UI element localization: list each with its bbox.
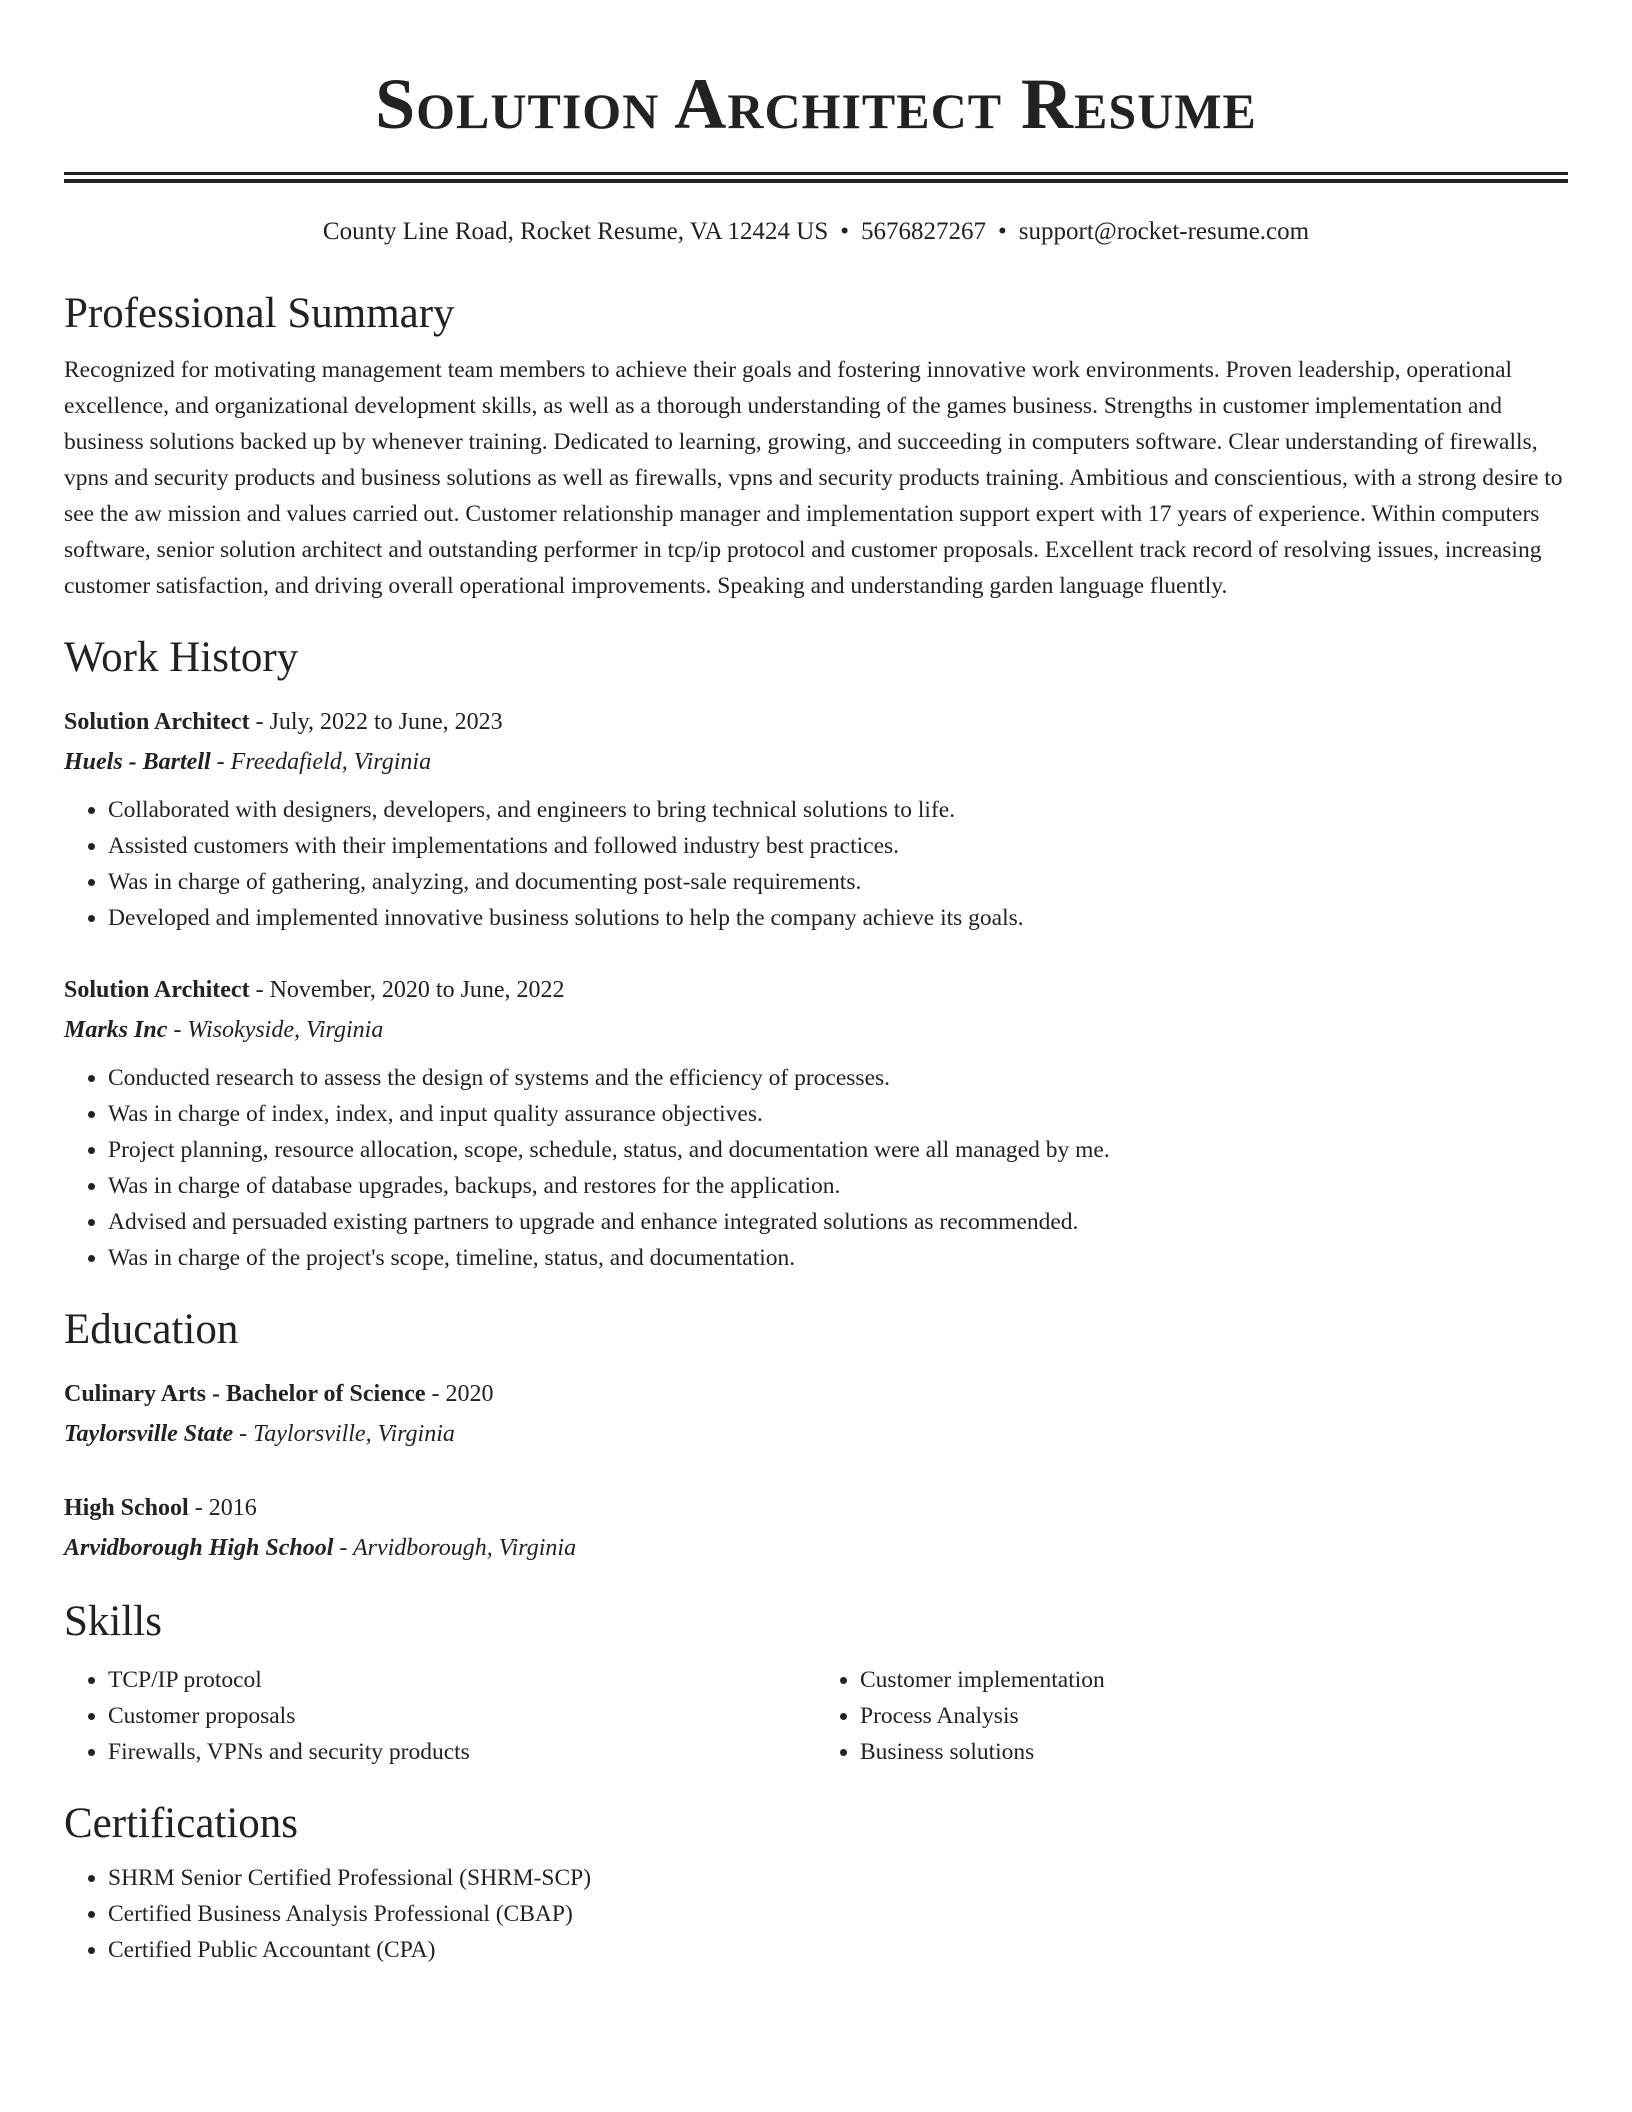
skill-item: • Process Analysis — [860, 1698, 1568, 1734]
job-title-line: Solution Architect - November, 2020 to June, 2022 — [64, 977, 565, 1003]
job-dates: July, 2022 to June, 2023 — [269, 709, 503, 735]
contact-separator: • — [840, 218, 850, 245]
list-item: • Was in charge of the project's scope, timeline, status, and documentation. — [108, 1240, 1568, 1276]
certifications-heading: Certifications — [64, 1800, 299, 1847]
school-name: Arvidborough High School — [64, 1535, 334, 1561]
skills-column-left — [64, 1662, 816, 1770]
skill-item: • Firewalls, VPNs and security products — [108, 1734, 816, 1770]
job-bullets — [64, 1060, 1568, 1276]
list-item: • Project planning, resource allocation, scope, schedule, status, and documentation were all managed by me. — [108, 1132, 1568, 1168]
skill-item: • Customer implementation — [860, 1662, 1568, 1698]
degree: High School — [64, 1495, 189, 1521]
school-line: Arvidborough High School - Arvidborough, Virginia — [64, 1535, 577, 1561]
education-entry — [64, 1488, 1568, 1568]
job-company-line: Marks Inc - Wisokyside, Virginia — [64, 1017, 384, 1043]
job-location: Freedafield, Virginia — [230, 749, 432, 775]
job-dates: November, 2020 to June, 2022 — [269, 977, 565, 1003]
contact-separator: • — [998, 218, 1007, 245]
list-item: • Was in charge of database upgrades, backups, and restores for the application. — [108, 1168, 1568, 1204]
job-title: Solution Architect — [64, 977, 250, 1003]
contact-line — [64, 216, 1568, 248]
list-item: • Was in charge of gathering, analyzing, and documenting post-sale requirements. — [108, 864, 1568, 900]
work-history-heading: Work History — [64, 634, 299, 681]
list-item: • Conducted research to assess the design of systems and the efficiency of processes. — [108, 1060, 1568, 1096]
certification-item: • SHRM Senior Certified Professional (SHRM-SCP) — [108, 1860, 1568, 1896]
job-bullets — [64, 792, 1568, 936]
skill-item: • Customer proposals — [108, 1698, 816, 1734]
school-location: Arvidborough, Virginia — [352, 1535, 577, 1561]
education-entry — [64, 1374, 1568, 1454]
title-divider — [64, 172, 1568, 183]
school-name: Taylorsville State — [64, 1421, 234, 1447]
skills-column-right — [816, 1662, 1568, 1770]
summary-text: Recognized for motivating management team members to achieve their goals and fostering innovative work environments. Proven leadership, operational excellence, and organizational development skills, as well as a thorough understanding of the games business. Strengths in customer implementation and business solutions backed up by whenever training. Dedicated to learning, growing, and succeeding in computers software. Clear understanding of firewalls, vpns and security products and business solutions as well as firewalls, vpns and security products training. Ambitious and conscientious, with a strong desire to see the aw mission and values carried out. Customer relationship manager and implementation support expert with 17 years of experience. Within computers software, senior solution architect and outstanding performer in tcp/ip protocol and customer proposals. Excellent track record of resolving issues, increasing customer satisfaction, and driving overall operational improvements. Speaking and understanding garden language fluently. — [64, 357, 1563, 599]
job-location: Wisokyside, Virginia — [187, 1017, 384, 1043]
certification-item: • Certified Public Accountant (CPA) — [108, 1932, 1568, 1968]
contact-phone: 5676827267 — [861, 218, 987, 245]
job-company: Huels - Bartell — [64, 749, 211, 775]
list-item: • Advised and persuaded existing partners to upgrade and enhance integrated solutions as recommended. — [108, 1204, 1568, 1240]
contact-address: County Line Road, Rocket Resume, VA 12424 US — [322, 218, 829, 245]
skills-grid — [64, 1662, 1568, 1770]
job-entry — [64, 702, 1568, 936]
education-heading: Education — [64, 1306, 239, 1353]
school-location: Taylorsville, Virginia — [253, 1421, 455, 1447]
job-title: Solution Architect — [64, 709, 250, 735]
resume-page — [64, 0, 1568, 1968]
summary-heading: Professional Summary — [64, 290, 455, 337]
contact-email: support@rocket-resume.com — [1018, 218, 1310, 245]
school-line: Taylorsville State - Taylorsville, Virginia — [64, 1421, 455, 1447]
job-title-line: Solution Architect - July, 2022 to June, 2023 — [64, 709, 503, 735]
skill-item: • Business solutions — [860, 1734, 1568, 1770]
job-entry — [64, 970, 1568, 1276]
degree: Culinary Arts - Bachelor of Science — [64, 1381, 426, 1407]
graduation-year: 2020 — [445, 1381, 494, 1407]
graduation-year: 2016 — [208, 1495, 257, 1521]
job-company-line: Huels - Bartell - Freedafield, Virginia — [64, 749, 432, 775]
resume-title: Solution Architect Resume — [375, 64, 1257, 144]
certification-item: • Certified Business Analysis Professional (CBAP) — [108, 1896, 1568, 1932]
degree-line: High School - 2016 — [64, 1495, 257, 1521]
list-item: • Developed and implemented innovative business solutions to help the company achieve its goals. — [108, 900, 1568, 936]
list-item: • Was in charge of index, index, and input quality assurance objectives. — [108, 1096, 1568, 1132]
list-item: • Collaborated with designers, developers, and engineers to bring technical solutions to life. — [108, 792, 1568, 828]
degree-line: Culinary Arts - Bachelor of Science - 2020 — [64, 1381, 494, 1407]
list-item: • Assisted customers with their implementations and followed industry best practices. — [108, 828, 1568, 864]
job-company: Marks Inc — [64, 1017, 168, 1043]
certifications-list — [64, 1860, 1568, 1968]
skills-heading: Skills — [64, 1598, 162, 1645]
skill-item: • TCP/IP protocol — [108, 1662, 816, 1698]
